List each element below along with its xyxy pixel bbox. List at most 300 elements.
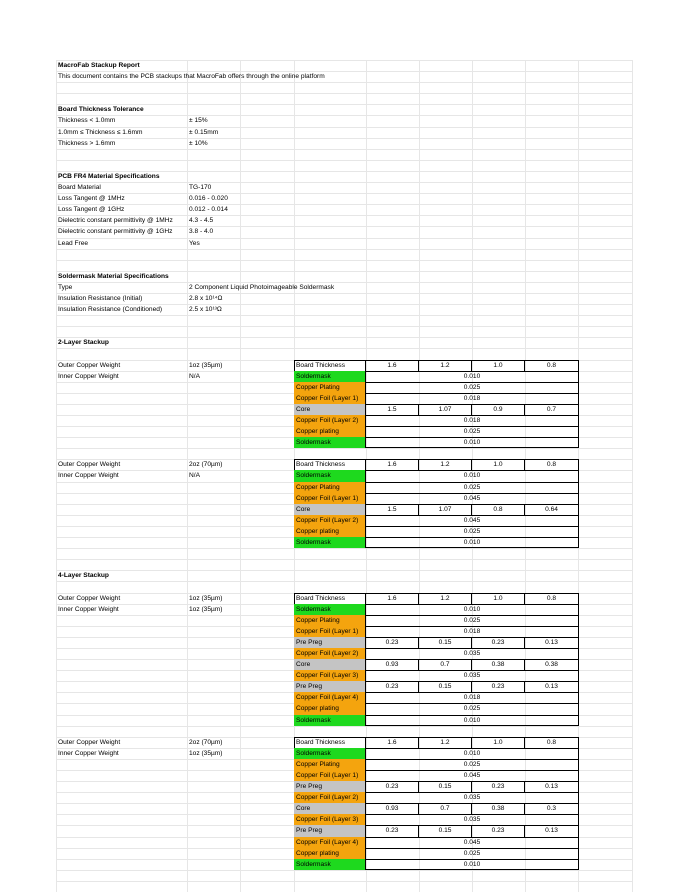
grid-line — [525, 581, 526, 592]
grid-line — [187, 615, 188, 626]
grid-line — [578, 238, 579, 249]
grid-line — [240, 215, 241, 226]
grid-line — [472, 71, 473, 82]
grid-line — [632, 160, 633, 171]
stackup-heading-row — [56, 337, 632, 348]
layer-thickness-value: 0.23 — [472, 825, 525, 836]
grid-line — [472, 82, 473, 93]
grid-line — [56, 648, 57, 659]
grid-line — [240, 626, 241, 637]
grid-line — [419, 448, 420, 459]
grid-line — [240, 570, 241, 581]
grid-line — [240, 726, 241, 737]
stackup-table-row — [56, 848, 632, 859]
board-thickness-value: 1.2 — [419, 360, 472, 371]
board-thickness-label: Board Thickness — [294, 593, 366, 604]
grid-line — [419, 559, 420, 570]
spec-value: TG-170 — [189, 184, 212, 192]
grid-line — [632, 104, 633, 115]
grid-line — [525, 138, 526, 149]
grid-line — [240, 692, 241, 703]
grid-line — [240, 526, 241, 537]
grid-line — [187, 515, 188, 526]
board-thickness-value: 0.8 — [546, 461, 557, 469]
grid-line — [187, 93, 188, 104]
grid-line — [187, 659, 188, 670]
grid-line — [240, 748, 241, 759]
grid-line — [366, 881, 367, 892]
grid-line — [56, 770, 57, 781]
grid-line — [187, 881, 188, 892]
tolerance-heading: Board Thickness Tolerance — [58, 106, 144, 114]
grid-line — [419, 193, 420, 204]
grid-line — [366, 238, 367, 249]
grid-line — [187, 692, 188, 703]
outer-copper-weight-value: 1oz (35µm) — [189, 361, 223, 369]
grid-line — [240, 82, 241, 93]
grid-line — [294, 570, 295, 581]
spec-label: Loss Tangent @ 1MHz — [58, 195, 125, 203]
grid-line — [56, 570, 632, 571]
grid-line — [294, 548, 295, 559]
grid-line — [187, 526, 188, 537]
layer-name: Copper Foil (Layer 2) — [294, 648, 366, 659]
grid-line — [56, 448, 57, 459]
stackup-heading: 2-Layer Stackup — [58, 339, 109, 347]
stackup-table-row — [56, 626, 632, 637]
grid-line — [187, 82, 188, 93]
inner-copper-weight-label: Inner Copper Weight — [58, 472, 119, 480]
layer-thickness-value: 0.025 — [463, 428, 481, 436]
grid-line — [632, 593, 633, 604]
layer-name: Copper Foil (Layer 1) — [294, 770, 366, 781]
grid-line — [632, 604, 633, 615]
layer-thickness-value: 0.025 — [463, 760, 481, 768]
stackup-table-row — [56, 681, 632, 692]
grid-line — [578, 182, 579, 193]
layer-thickness-value: 0.045 — [463, 838, 481, 846]
stackup-heading-row — [56, 570, 632, 581]
grid-line — [240, 459, 241, 470]
grid-line — [187, 415, 188, 426]
stackup-table-row — [56, 360, 632, 371]
grid-line — [187, 648, 188, 659]
layer-thickness-value: 0.93 — [366, 803, 419, 814]
spec-value: 4.3 - 4.5 — [189, 217, 214, 225]
layer-thickness-value: 0.025 — [463, 849, 481, 857]
stackup-table-row — [56, 615, 632, 626]
grid-line — [419, 260, 420, 271]
grid-line — [56, 715, 57, 726]
grid-line — [419, 127, 420, 138]
grid-line — [240, 482, 241, 493]
grid-line — [187, 337, 188, 348]
grid-line — [56, 703, 57, 714]
grid-line — [578, 249, 579, 260]
stackup-table-row — [56, 692, 632, 703]
grid-line — [240, 204, 241, 215]
stackup-table-row — [56, 537, 632, 548]
grid-line — [578, 304, 579, 315]
inner-copper-weight-value: N/A — [189, 372, 200, 380]
grid-line — [578, 60, 579, 71]
grid-line — [240, 737, 241, 748]
layer-thickness-value: 0.15 — [419, 781, 472, 792]
grid-line — [56, 515, 57, 526]
grid-line — [56, 149, 632, 150]
grid-line — [56, 825, 57, 836]
layer-thickness-value: 0.23 — [366, 781, 419, 792]
layer-name: Copper plating — [294, 526, 366, 537]
grid-line — [187, 404, 188, 415]
grid-line — [56, 870, 57, 881]
grid-line — [578, 115, 579, 126]
grid-line — [56, 404, 57, 415]
grid-line — [632, 526, 633, 537]
grid-line — [578, 215, 579, 226]
layer-thickness-value: 0.025 — [463, 616, 481, 624]
grid-line — [419, 249, 420, 260]
grid-line — [419, 71, 420, 82]
layer-name: Copper plating — [294, 703, 366, 714]
layer-thickness-value: 0.025 — [463, 705, 481, 713]
grid-line — [240, 770, 241, 781]
grid-line — [240, 759, 241, 770]
grid-line — [419, 326, 420, 337]
grid-line — [578, 448, 579, 459]
grid-line — [632, 82, 633, 93]
grid-line — [525, 226, 526, 237]
grid-line — [240, 548, 241, 559]
grid-line — [525, 304, 526, 315]
grid-line — [632, 448, 633, 459]
layer-thickness-value: 0.15 — [419, 825, 472, 836]
grid-line — [240, 315, 241, 326]
grid-line — [56, 82, 57, 93]
board-thickness-label: Board Thickness — [294, 459, 366, 470]
spec-label: Thickness > 1.6mm — [58, 139, 116, 147]
layer-name: Copper Foil (Layer 2) — [294, 515, 366, 526]
stackup-table-row — [56, 825, 632, 836]
grid-line — [632, 304, 633, 315]
grid-line — [419, 60, 420, 71]
grid-line — [632, 193, 633, 204]
grid-line — [294, 93, 295, 104]
grid-line — [187, 382, 188, 393]
grid-line — [366, 115, 367, 126]
grid-line — [240, 360, 241, 371]
soldermask-spec-row — [56, 293, 632, 304]
grid-line — [56, 348, 632, 349]
grid-line — [472, 326, 473, 337]
outer-copper-weight-value: 2oz (70µm) — [189, 738, 223, 746]
board-thickness-value: 1.0 — [472, 737, 525, 748]
layer-thickness-value: 0.010 — [463, 749, 481, 757]
grid-line — [419, 171, 420, 182]
outer-copper-weight-value: 1oz (35µm) — [189, 594, 223, 602]
grid-line — [366, 71, 367, 82]
grid-line — [525, 337, 526, 348]
grid-line — [56, 859, 57, 870]
grid-line — [366, 315, 367, 326]
grid-line — [632, 637, 633, 648]
grid-line — [187, 504, 188, 515]
layer-name: Copper Plating — [294, 759, 366, 770]
grid-line — [578, 293, 579, 304]
outer-copper-weight-value: 2oz (70µm) — [189, 461, 223, 469]
grid-line — [472, 293, 473, 304]
soldermask-spec-heading: Soldermask Material Specifications — [58, 272, 169, 280]
grid-line — [419, 104, 420, 115]
empty-row — [56, 149, 632, 160]
layer-name: Pre Preg — [294, 781, 366, 792]
grid-line — [632, 415, 633, 426]
stackup-table-row — [56, 837, 632, 848]
stackup-table-row — [56, 748, 632, 759]
stackup-table-row — [56, 670, 632, 681]
grid-line — [525, 238, 526, 249]
grid-line — [525, 559, 526, 570]
grid-line — [419, 315, 420, 326]
spec-label: Loss Tangent @ 1GHz — [58, 206, 125, 214]
grid-line — [632, 470, 633, 481]
grid-line — [294, 104, 295, 115]
grid-line — [56, 681, 57, 692]
grid-line — [472, 348, 473, 359]
outer-copper-weight-label: Outer Copper Weight — [58, 361, 121, 369]
empty-row — [56, 726, 632, 737]
grid-line — [240, 193, 241, 204]
grid-line — [578, 204, 579, 215]
grid-line — [56, 548, 632, 549]
stackup-table-row — [56, 437, 632, 448]
grid-line — [632, 493, 633, 504]
board-thickness-value: 1.0 — [472, 459, 525, 470]
grid-line — [294, 870, 295, 881]
grid-line — [294, 182, 295, 193]
grid-line — [187, 837, 188, 848]
grid-line — [472, 193, 473, 204]
grid-line — [240, 426, 241, 437]
stackup-table-row — [56, 493, 632, 504]
grid-line — [187, 493, 188, 504]
grid-line — [366, 182, 367, 193]
layer-name: Soldermask — [294, 859, 366, 870]
grid-line — [56, 382, 57, 393]
grid-line — [294, 115, 295, 126]
grid-line — [294, 260, 295, 271]
layer-thickness-value: 0.7 — [546, 405, 557, 413]
grid-line — [240, 115, 241, 126]
grid-line — [56, 726, 632, 727]
grid-line — [632, 459, 633, 470]
spec-label: Insulation Resistance (Initial) — [58, 294, 143, 302]
grid-line — [472, 238, 473, 249]
grid-line — [240, 581, 241, 592]
grid-line — [56, 448, 632, 449]
grid-line — [525, 448, 526, 459]
grid-line — [366, 326, 367, 337]
grid-line — [294, 337, 295, 348]
grid-line — [294, 138, 295, 149]
stackup-table-row — [56, 482, 632, 493]
grid-line — [240, 637, 241, 648]
grid-line — [525, 60, 526, 71]
grid-line — [366, 149, 367, 160]
grid-line — [366, 559, 367, 570]
grid-line — [187, 770, 188, 781]
grid-line — [187, 171, 188, 182]
grid-line — [366, 282, 367, 293]
layer-thickness-value: 1.5 — [366, 504, 419, 515]
grid-line — [578, 160, 579, 171]
grid-line — [632, 570, 633, 581]
grid-line — [632, 548, 633, 559]
layer-thickness-value: 0.38 — [545, 661, 558, 669]
inner-copper-weight-value: N/A — [189, 472, 200, 480]
empty-row — [56, 249, 632, 260]
grid-line — [187, 448, 188, 459]
layer-thickness-value: 0.010 — [463, 605, 481, 613]
grid-line — [240, 493, 241, 504]
grid-line — [578, 226, 579, 237]
grid-line — [632, 537, 633, 548]
spec-value: 0.012 - 0.014 — [189, 206, 228, 214]
grid-line — [419, 138, 420, 149]
spec-value: Yes — [189, 239, 200, 247]
grid-line — [525, 548, 526, 559]
grid-line — [240, 604, 241, 615]
layer-thickness-value: 0.010 — [463, 372, 481, 380]
grid-line — [240, 160, 241, 171]
grid-line — [632, 825, 633, 836]
grid-line — [419, 548, 420, 559]
grid-line — [56, 781, 57, 792]
grid-line — [187, 326, 188, 337]
grid-line — [366, 570, 367, 581]
grid-line — [632, 171, 633, 182]
grid-line — [578, 138, 579, 149]
grid-line — [472, 315, 473, 326]
grid-line — [578, 870, 579, 881]
grid-line — [419, 726, 420, 737]
grid-line — [294, 171, 295, 182]
stackup-table-row — [56, 781, 632, 792]
grid-line — [472, 260, 473, 271]
grid-line — [187, 726, 188, 737]
grid-line — [578, 348, 579, 359]
grid-line — [632, 348, 633, 359]
inner-copper-weight-value: 1oz (35µm) — [189, 605, 223, 613]
stackup-table-row — [56, 459, 632, 470]
grid-line — [56, 548, 57, 559]
grid-line — [525, 881, 526, 892]
stackup-table-row — [56, 792, 632, 803]
grid-line — [366, 93, 367, 104]
grid-line — [294, 271, 295, 282]
inner-copper-weight-value: 1oz (35µm) — [189, 749, 223, 757]
layer-thickness-value: 1.07 — [419, 404, 472, 415]
layer-thickness-value: 0.045 — [463, 516, 481, 524]
grid-line — [240, 659, 241, 670]
grid-line — [240, 149, 241, 160]
grid-line — [366, 127, 367, 138]
outer-copper-weight-label: Outer Copper Weight — [58, 738, 121, 746]
grid-line — [240, 138, 241, 149]
grid-line — [56, 260, 632, 261]
stackup-table-row — [56, 604, 632, 615]
grid-line — [294, 60, 295, 71]
grid-line — [632, 182, 633, 193]
layer-thickness-value: 0.23 — [472, 681, 525, 692]
grid-line — [632, 282, 633, 293]
empty-row — [56, 548, 632, 559]
grid-line — [56, 626, 57, 637]
grid-line — [419, 226, 420, 237]
grid-line — [525, 193, 526, 204]
grid-line — [56, 326, 57, 337]
grid-line — [472, 337, 473, 348]
grid-line — [419, 160, 420, 171]
grid-line — [56, 260, 57, 271]
grid-line — [56, 881, 57, 892]
grid-line — [366, 171, 367, 182]
layer-thickness-value: 0.010 — [463, 439, 481, 447]
stackup-table-row — [56, 703, 632, 714]
grid-line — [56, 848, 57, 859]
layer-thickness-value: 0.15 — [419, 681, 472, 692]
grid-line — [187, 149, 188, 160]
grid-line — [240, 404, 241, 415]
grid-line — [419, 304, 420, 315]
grid-line — [240, 648, 241, 659]
empty-row — [56, 348, 632, 359]
layer-thickness-value: 0.035 — [463, 649, 481, 657]
grid-line — [56, 393, 57, 404]
grid-line — [294, 448, 295, 459]
layer-name: Soldermask — [294, 470, 366, 481]
layer-name: Soldermask — [294, 715, 366, 726]
grid-line — [632, 681, 633, 692]
grid-line — [240, 260, 241, 271]
grid-line — [632, 659, 633, 670]
layer-thickness-value: 0.13 — [545, 783, 558, 791]
grid-line — [632, 814, 633, 825]
grid-line — [632, 726, 633, 737]
grid-line — [578, 171, 579, 182]
grid-line — [366, 304, 367, 315]
grid-line — [240, 382, 241, 393]
grid-line — [632, 360, 633, 371]
layer-name: Copper Foil (Layer 4) — [294, 837, 366, 848]
grid-line — [419, 870, 420, 881]
grid-line — [187, 759, 188, 770]
grid-line — [240, 792, 241, 803]
grid-line — [525, 160, 526, 171]
layer-thickness-value: 0.64 — [545, 505, 558, 513]
board-thickness-value: 1.2 — [419, 737, 472, 748]
stackup-table-row — [56, 593, 632, 604]
layer-thickness-value: 0.13 — [545, 683, 558, 691]
layer-name: Soldermask — [294, 604, 366, 615]
empty-row — [56, 870, 632, 881]
grid-line — [472, 726, 473, 737]
fr4-spec-row — [56, 204, 632, 215]
grid-line — [187, 792, 188, 803]
stackup-table-row — [56, 759, 632, 770]
grid-line — [56, 93, 632, 94]
stackup-table-row — [56, 814, 632, 825]
